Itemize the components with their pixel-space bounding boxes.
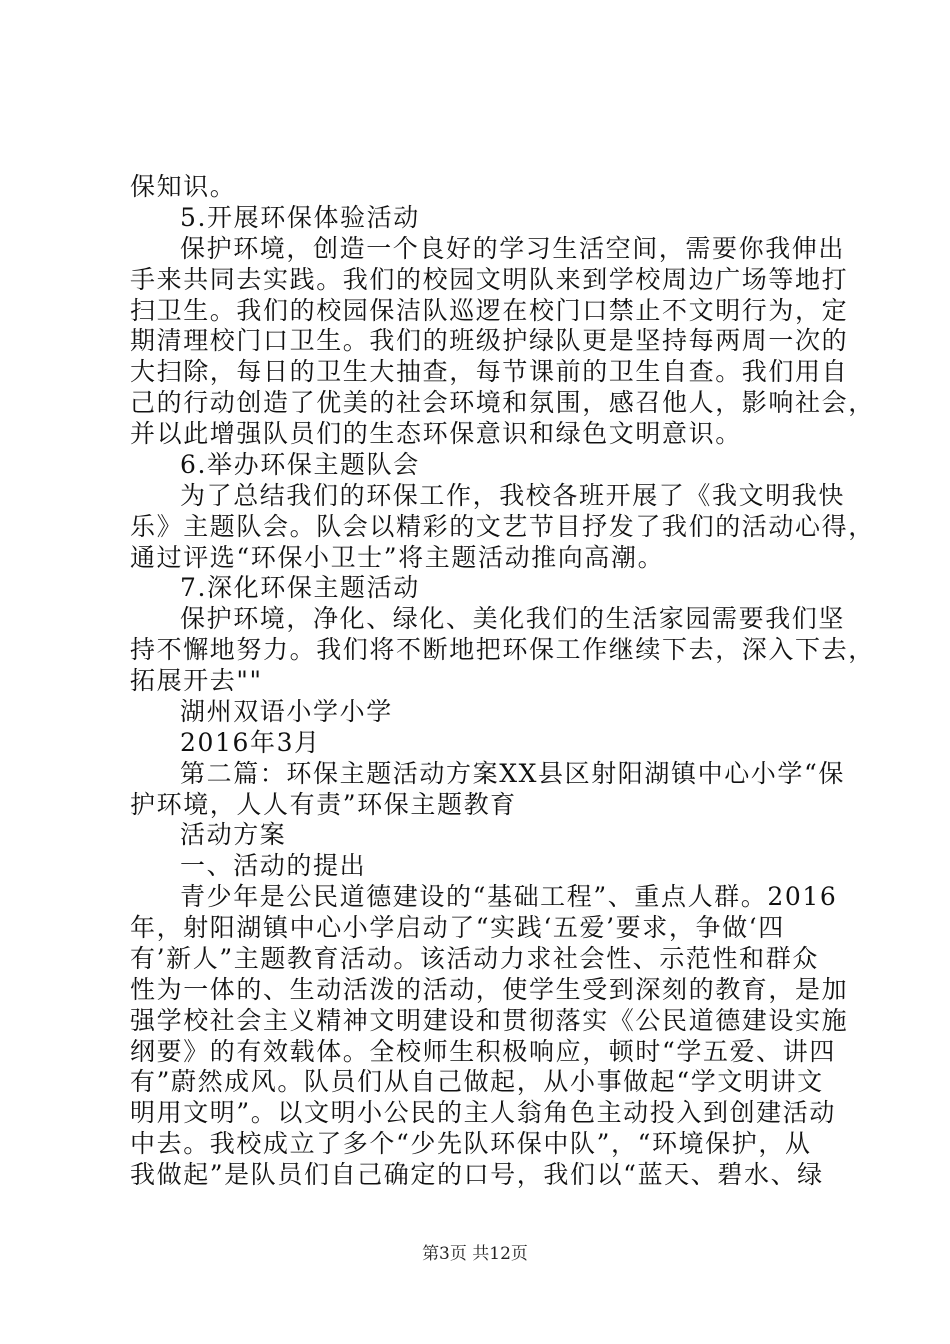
text-line: 手来共同去实践。我们的校园文明队来到学校周边广场等地打: [130, 265, 849, 294]
text-line: 性为一体的、生动活泼的活动，使学生受到深刻的教育，是加: [130, 975, 849, 1004]
text-line: 中去。我校成立了多个“少先队环保中队”，“环境保护，从: [130, 1129, 812, 1158]
text-line: 保护环境，净化、绿化、美化我们的生活家园需要我们坚: [180, 604, 846, 633]
text-line: 乐》主题队会。队会以精彩的文艺节目抒发了我们的活动心得，: [130, 512, 875, 541]
text-line: 有’新人”主题教育活动。该活动力求社会性、示范性和群众: [130, 944, 819, 973]
text-line: 通过评选“环保小卫士”将主题活动推向高潮。: [130, 543, 665, 572]
text-line: 我做起”是队员们自己确定的口号，我们以“蓝天、碧水、绿: [130, 1160, 824, 1189]
text-line: 己的行动创造了优美的社会环境和氛围，感召他人，影响社会，: [130, 388, 875, 417]
signature-school: 湖州双语小学小学: [180, 697, 393, 726]
text-line: 活动方案: [180, 820, 287, 849]
section-heading: 一、活动的提出: [180, 851, 367, 880]
text-line: 强学校社会主义精神文明建设和贯彻落实《公民道德建设实施: [130, 1006, 849, 1035]
text-line: 大扫除，每日的卫生大抽查，每节课前的卫生自查。我们用自: [130, 357, 849, 386]
text-line: 明用文明”。以文明小公民的主人翁角色主动投入到创建活动: [130, 1098, 836, 1127]
text-line: 年，射阳湖镇中心小学启动了“实践‘五爱’要求，争做‘四: [130, 913, 785, 942]
text-line: 保护环境，创造一个良好的学习生活空间，需要你我伸出: [180, 234, 846, 263]
text-line: 持不懈地努力。我们将不断地把环保工作继续下去，深入下去，: [130, 635, 875, 664]
text-line: 保知识。: [130, 172, 237, 201]
text-line: 期清理校门口卫生。我们的班级护绿队更是坚持每两周一次的: [130, 326, 849, 355]
signature-date: 2016年3月: [180, 728, 321, 757]
text-line: 纲要》的有效载体。全校师生积极响应，顿时“学五爱、讲四: [130, 1037, 836, 1066]
text-line: 拓展开去"": [130, 666, 263, 695]
section-heading: 6.举办环保主题队会: [180, 450, 420, 479]
chapter-title-cont: 护环境，人人有责”环保主题教育: [130, 790, 517, 819]
text-line: 扫卫生。我们的校园保洁队巡逻在校门口禁止不文明行为，定: [130, 296, 849, 325]
section-heading: 7.深化环保主题活动: [180, 573, 420, 602]
chapter-title: 第二篇：环保主题活动方案XX县区射阳湖镇中心小学“保: [180, 759, 845, 788]
section-heading: 5.开展环保体验活动: [180, 203, 420, 232]
text-line: 有”蔚然成风。队员们从自己做起，从小事做起“学文明讲文: [130, 1067, 824, 1096]
text-line: 并以此增强队员们的生态环保意识和绿色文明意识。: [130, 419, 742, 448]
text-line: 为了总结我们的环保工作，我校各班开展了《我文明我快: [180, 481, 846, 510]
text-line: 青少年是公民道德建设的“基础工程”、重点人群。2016: [180, 882, 838, 911]
page-footer: 第3页 共12页: [422, 1244, 528, 1264]
